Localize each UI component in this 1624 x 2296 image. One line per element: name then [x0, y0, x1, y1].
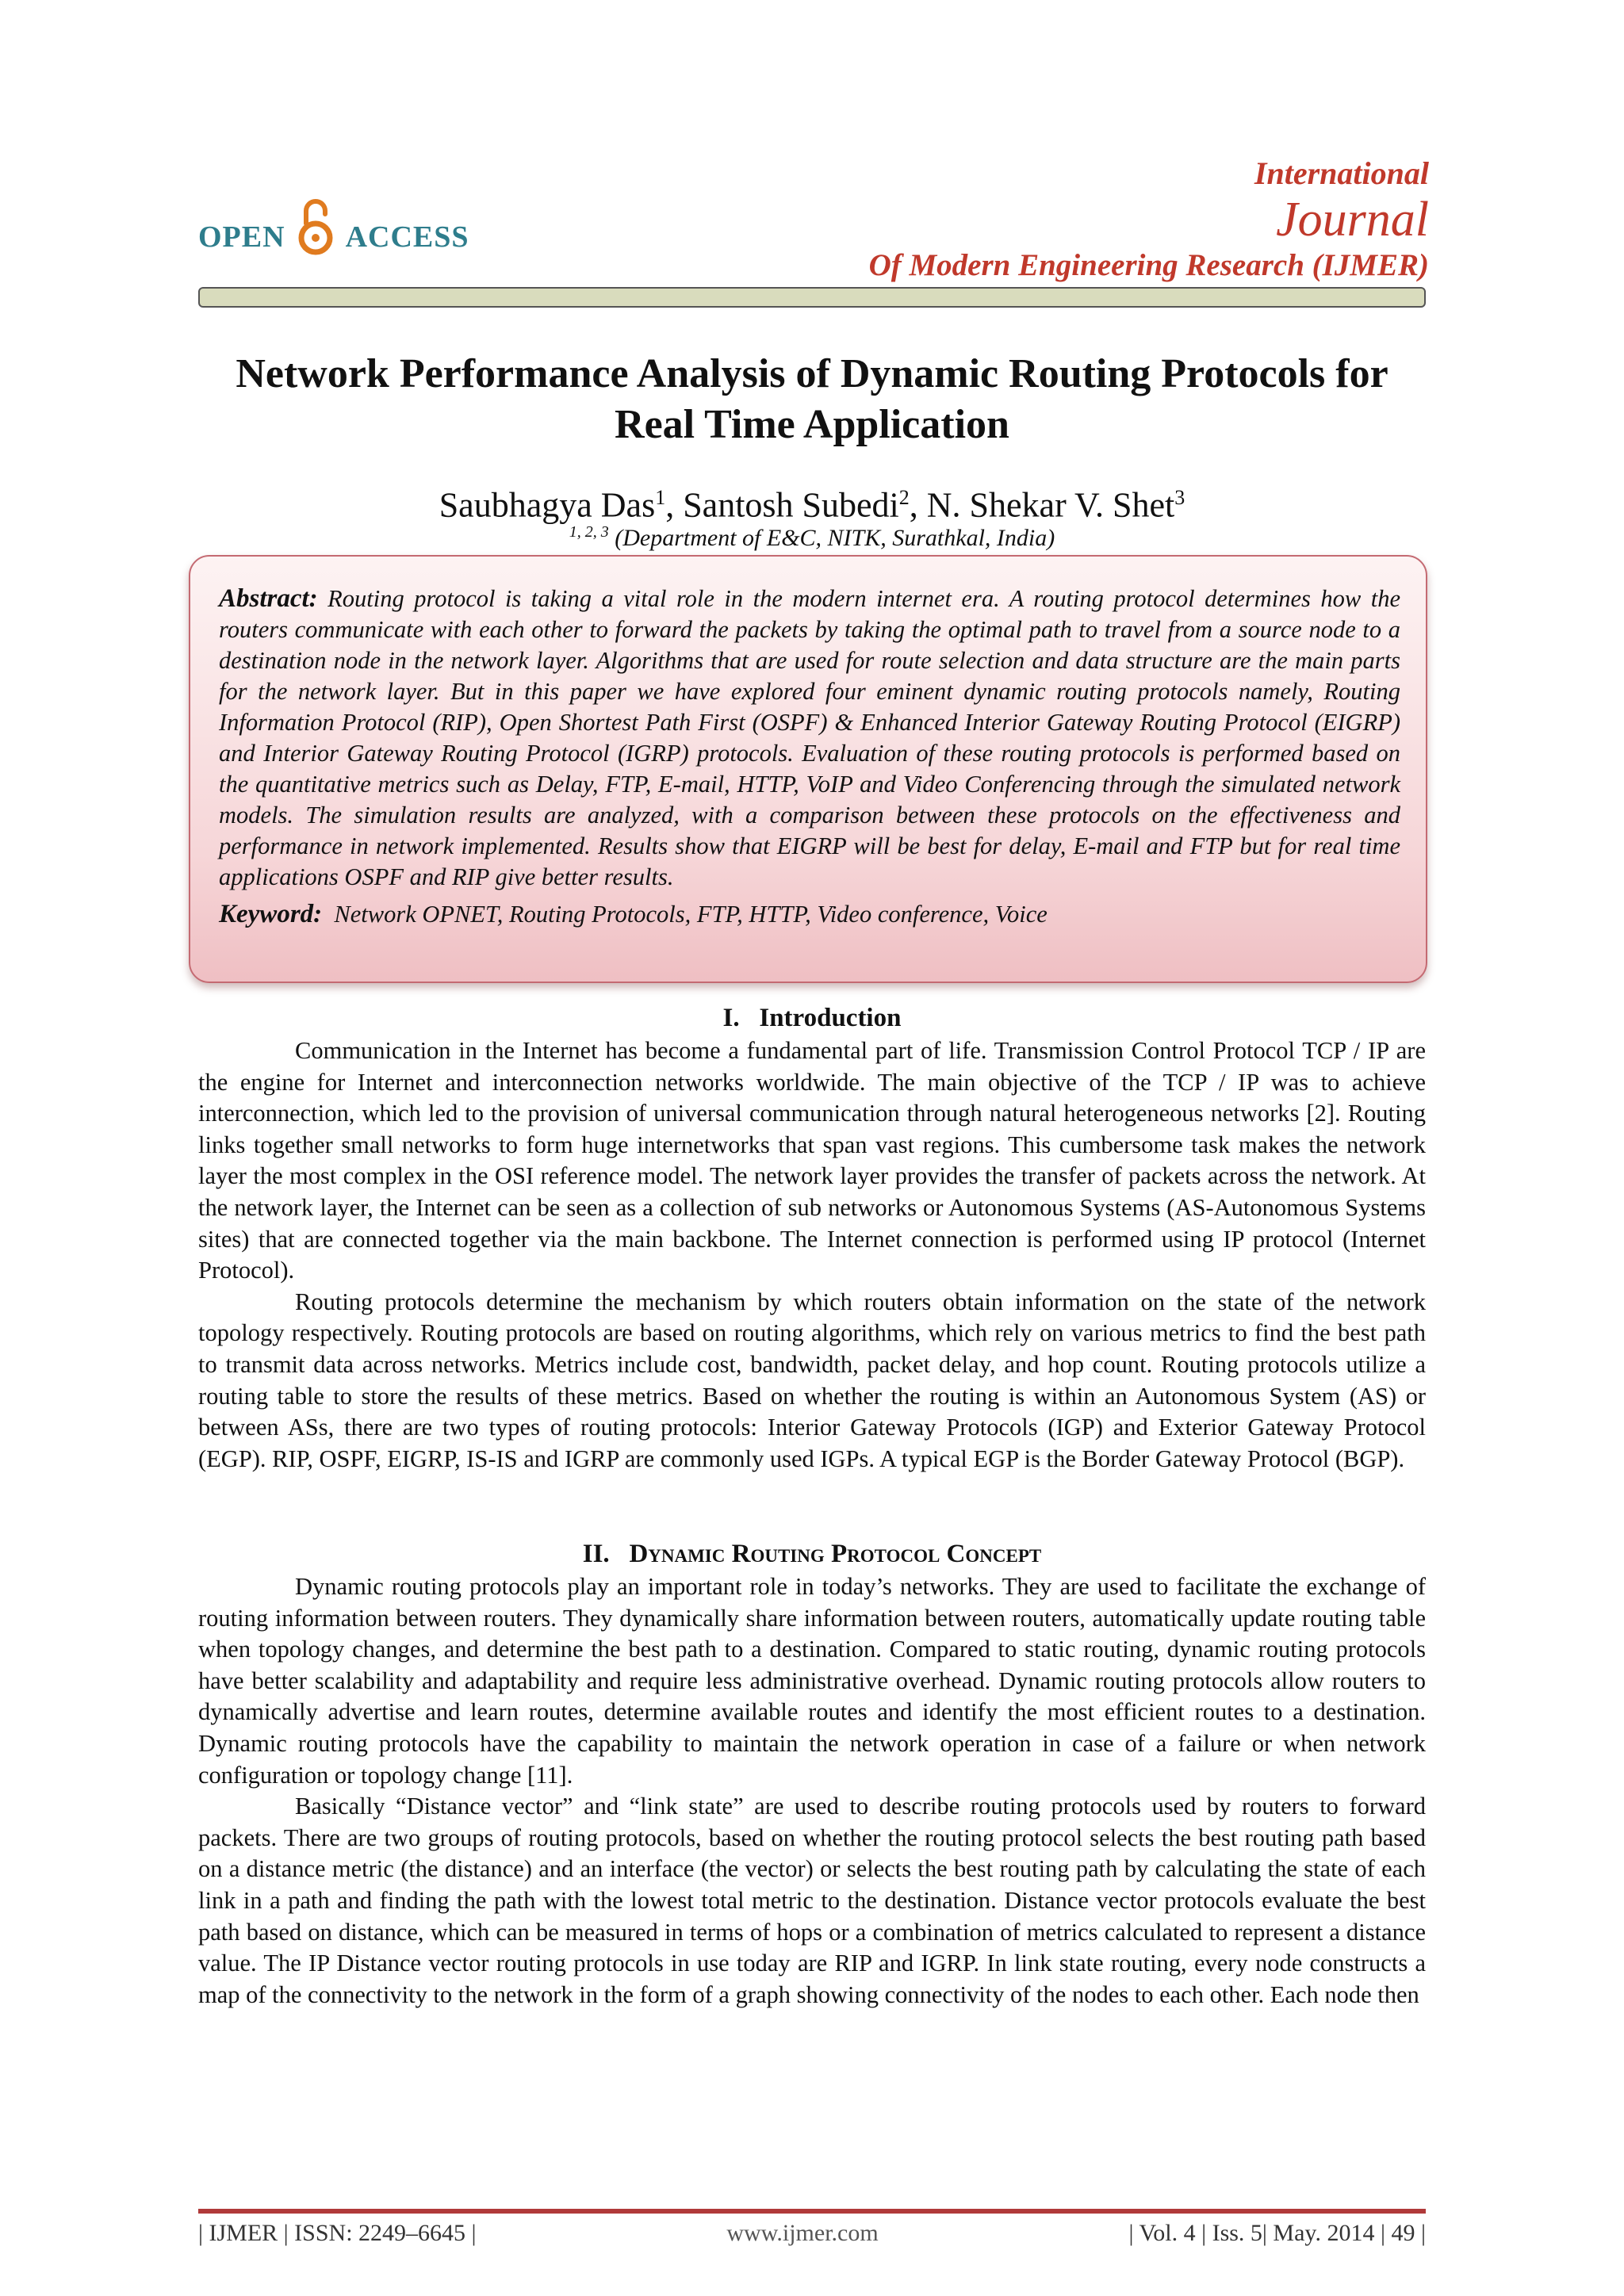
open-access-logo [198, 208, 469, 266]
footer-divider [198, 2209, 1426, 2214]
abstract-label: Abstract: [219, 584, 318, 613]
paper-title [198, 349, 1426, 450]
author-list: Saubhagya Das$^1$, Santosh Subedi$^2$, N. Shekar V. Shet$^3$ [439, 485, 1185, 525]
section-2-body [198, 1571, 1426, 2011]
keyword-text: Network OPNET, Routing Protocols, FTP, HTTP, Video conference, Voice [334, 901, 1048, 928]
author-1: Saubhagya Das [439, 485, 656, 525]
affiliation [198, 523, 1426, 552]
footer-issn: | IJMER | ISSN: 2249–6645 | [198, 2220, 477, 2246]
author-2-sup: 2 [898, 486, 910, 509]
footer-website-link[interactable]: www.ijmer.com [726, 2220, 879, 2246]
section-1-paragraph-2: Routing protocols determine the mechanism by which routers obtain information on the state of the network topology respectively. Routing protocols are based on routing algorithms, which rely on various metrics to find the best path to transmit data across networks. Metrics include cost, bandwidth, packet delay, and hop count. Routing protocols utilize a routing table to store the results of these metrics. Based on whether the routing is within an Autonomous System (AS) or between ASs, there are two types of routing protocols: Interior Gateway Protocols (IGP) and Exterior Gateway Protocol (EGP). RIP, OSPF, EIGRP, IS-IS and IGRP are commonly used IGPs. A typical EGP is the Border Gateway Protocol (BGP). [198, 1288, 1426, 1472]
open-access-left: OPEN [198, 220, 285, 254]
section-2-heading [198, 1540, 1426, 1569]
header-divider [198, 287, 1426, 308]
abstract-text: Routing protocol is taking a vital role in the modern internet era. A routing protocol determines how the routers communicate with each other to forward the packets by taking the optimal path to travel from a source node to a destination node in the network layer. Algorithms that are used for route selection and data structure are the main parts for the network layer. But in this paper we have explored four eminent dynamic routing protocols namely, Routing Information Protocol (RIP), Open Shortest Path First (OSPF) & Enhanced Interior Gateway Routing Protocol (EIGRP) and Interior Gateway Routing Protocol (IGRP) protocols. Evaluation of these routing protocols is performed based on the quantitative metrics such as Delay, FTP, E-mail, HTTP, VoIP and Video Conferencing through the simulated network models. The simulation results are analyzed, with a comparison between these protocols on the effectiveness and performance in network implemented. Results show that EIGRP will be best for delay, E-mail and FTP but for real time applications OSPF and RIP give better results. [219, 585, 1400, 890]
open-access-right: ACCESS [345, 220, 469, 254]
footer-volume: | Vol. 4 | Iss. 5| May. 2014 | 49 | [1128, 2220, 1426, 2246]
affiliation-sup: 1, 2, 3 [569, 523, 609, 541]
keywords [219, 899, 1400, 930]
section-2-paragraph-1: Dynamic routing protocols play an important role in today’s networks. They are used to facilitate the exchange of routing information between routers. They dynamically share information between routers, automatically update routing table when topology changes, and determine the best path to a destination. Compared to static routing, dynamic routing protocols have better scalability and adaptability and require less administrative overhead. Dynamic routing protocols allow routers to dynamically advertise and learn routes, determine available routes and identify the most efficient routes to a destination. Dynamic routing protocols have the capability to maintain the network operation in case of a failure or when network configuration or topology change [11]. [198, 1573, 1426, 1789]
section-2-number: II. [582, 1540, 610, 1568]
section-1-paragraph-1: Communication in the Internet has become a fundamental part of life. Transmission Control Protocol TCP / IP are the engine for Internet and interconnection networks worldwide. The main objective of the TCP / IP was to achieve interconnection, which led to the provision of universal communication through natural heterogeneous networks [2]. Routing links together small networks to form huge internetworks that span vast regions. This cumbersome task makes the network layer the most complex in the OSI reference model. The network layer provides the transfer of packets across the network. At the network layer, the Internet can be seen as a collection of sub networks or Autonomous Systems (AS-Autonomous Systems sites) that are connected together via the main backbone. The Internet connection is performed using IP protocol (Internet Protocol). [198, 1037, 1426, 1284]
title-line-1: Network Performance Analysis of Dynamic Routing Protocols for [236, 351, 1388, 396]
journal-line-international: International [1254, 155, 1429, 191]
author-2: Santosh Subedi [683, 485, 899, 525]
section-2-paragraph-2: Basically “Distance vector” and “link state” are used to describe routing protocols used by routers to forward packets. There are two groups of routing protocols, based on whether the routing protocol selects the best routing path based on a distance metric (the distance) and an interface (the vector) or selects the best routing path by calculating the state of each link in a path and finding the path with the lowest total metric to the destination. Distance vector protocols evaluate the best path based on distance, which can be measured in terms of hops or a combination of metrics calculated to represent a distance value. The IP Distance vector routing protocols in use today are RIP and IGRP. In link state routing, every node constructs a map of the connectivity to the network in the form of a graph showing connectivity of the nodes to each other. Each node then [198, 1793, 1426, 2008]
section-1-number: I. [722, 1004, 740, 1032]
page-footer [198, 2220, 1426, 2247]
keyword-label: Keyword: [219, 900, 323, 928]
affiliation-text: (Department of E&C, NITK, Surathkal, India) [615, 525, 1055, 551]
open-lock-icon [298, 197, 333, 255]
abstract [219, 584, 1400, 893]
author-1-sup: 1 [655, 486, 666, 509]
abstract-box [189, 555, 1427, 983]
title-line-2: Real Time Application [615, 402, 1009, 447]
journal-masthead [869, 155, 1429, 284]
author-3: N. Shekar V. Shet [926, 485, 1175, 525]
section-2-title: Dynamic Routing Protocol Concept [629, 1540, 1042, 1568]
journal-line-name: Of Modern Engineering Research (IJMER) [868, 248, 1429, 282]
journal-line-journal: Journal [1276, 193, 1429, 247]
section-1-body [198, 1035, 1426, 1475]
section-1-title: Introduction [759, 1004, 902, 1032]
author-3-sup: 3 [1174, 486, 1185, 509]
section-1-heading [198, 1004, 1426, 1033]
